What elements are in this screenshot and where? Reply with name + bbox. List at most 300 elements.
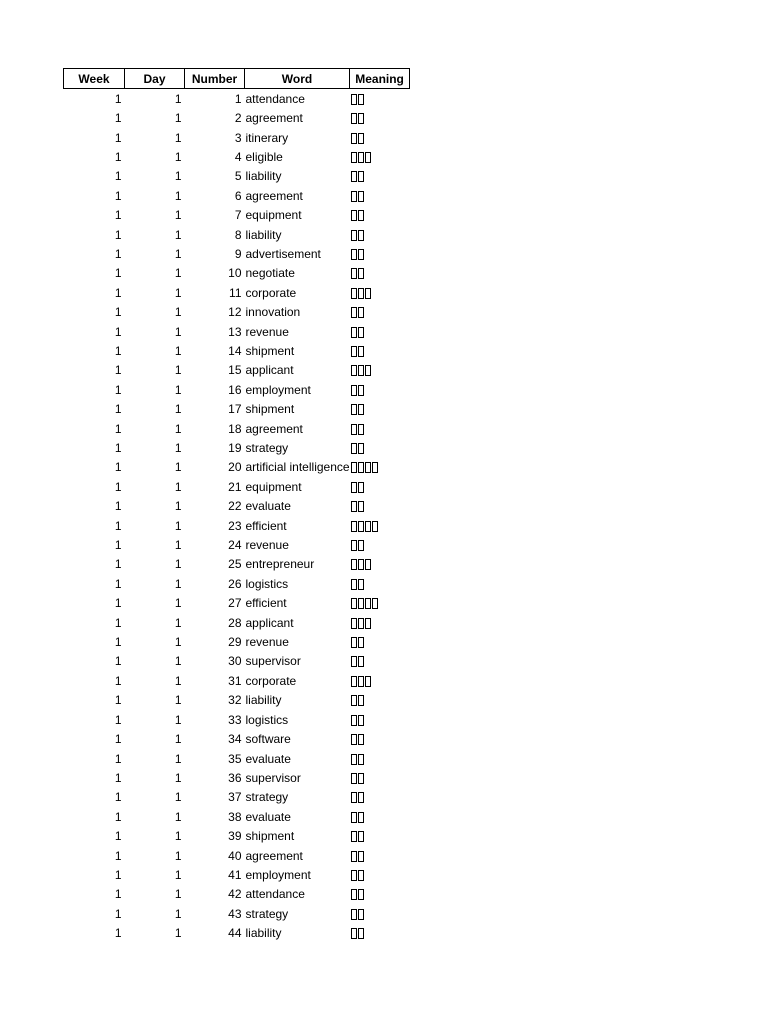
missing-glyph-icon bbox=[351, 676, 357, 687]
cell-meaning bbox=[350, 244, 410, 263]
cell-week: 1 bbox=[114, 751, 122, 766]
cell-week: 1 bbox=[114, 635, 122, 650]
table-row bbox=[64, 535, 410, 554]
missing-glyph-icon bbox=[351, 249, 357, 260]
cell-number: 30 bbox=[228, 654, 242, 669]
cell-word: advertisement bbox=[245, 246, 321, 261]
cell-day: 1 bbox=[174, 285, 182, 300]
missing-glyph-icon bbox=[351, 792, 357, 803]
missing-glyph-icon bbox=[358, 288, 364, 299]
missing-glyph-icon bbox=[351, 831, 357, 842]
table-row bbox=[64, 361, 410, 380]
missing-glyph-icon bbox=[351, 404, 357, 415]
cell-word: attendance bbox=[245, 887, 305, 902]
cell-week: 1 bbox=[114, 188, 122, 203]
cell-number: 24 bbox=[228, 538, 242, 553]
cell-meaning bbox=[350, 555, 410, 574]
cell-meaning bbox=[350, 710, 410, 729]
header-row bbox=[64, 69, 410, 89]
missing-glyph-icon bbox=[351, 327, 357, 338]
cell-number: 6 bbox=[234, 188, 242, 203]
cell-meaning bbox=[350, 167, 410, 186]
cell-word: evaluate bbox=[245, 499, 291, 514]
cell-number: 13 bbox=[228, 324, 242, 339]
missing-glyph-icon bbox=[351, 559, 357, 570]
cell-meaning bbox=[350, 186, 410, 205]
cell-number: 14 bbox=[228, 343, 242, 358]
missing-glyph-icon bbox=[351, 113, 357, 124]
cell-word: revenue bbox=[245, 538, 289, 553]
missing-glyph-icon bbox=[358, 579, 364, 590]
cell-day: 1 bbox=[174, 654, 182, 669]
table-row bbox=[64, 458, 410, 477]
missing-glyph-icon bbox=[358, 812, 364, 823]
cell-meaning bbox=[350, 380, 410, 399]
missing-glyph-icon bbox=[358, 113, 364, 124]
cell-word: applicant bbox=[245, 363, 294, 378]
table-row bbox=[64, 302, 410, 321]
cell-day: 1 bbox=[174, 111, 182, 126]
cell-number: 12 bbox=[228, 305, 242, 320]
header-number: Number bbox=[185, 69, 245, 89]
cell-meaning bbox=[350, 147, 410, 166]
missing-glyph-icon bbox=[358, 754, 364, 765]
cell-day: 1 bbox=[174, 809, 182, 824]
cell-number: 41 bbox=[228, 867, 242, 882]
cell-meaning bbox=[350, 400, 410, 419]
cell-number: 26 bbox=[228, 576, 242, 591]
cell-day: 1 bbox=[174, 460, 182, 475]
cell-week: 1 bbox=[114, 790, 122, 805]
missing-glyph-icon bbox=[351, 579, 357, 590]
cell-day: 1 bbox=[174, 149, 182, 164]
table-row bbox=[64, 516, 410, 535]
cell-week: 1 bbox=[114, 576, 122, 591]
cell-meaning bbox=[350, 535, 410, 554]
cell-meaning bbox=[350, 497, 410, 516]
cell-week: 1 bbox=[114, 732, 122, 747]
cell-week: 1 bbox=[114, 111, 122, 126]
missing-glyph-icon bbox=[358, 327, 364, 338]
missing-glyph-icon bbox=[365, 365, 371, 376]
missing-glyph-icon bbox=[372, 521, 378, 532]
missing-glyph-icon bbox=[351, 482, 357, 493]
missing-glyph-icon bbox=[351, 870, 357, 881]
cell-word: agreement bbox=[245, 188, 303, 203]
cell-week: 1 bbox=[114, 615, 122, 630]
table-row bbox=[64, 904, 410, 923]
cell-meaning bbox=[350, 923, 410, 942]
cell-number: 36 bbox=[228, 770, 242, 785]
cell-meaning bbox=[350, 458, 410, 477]
missing-glyph-icon bbox=[365, 618, 371, 629]
table-row bbox=[64, 710, 410, 729]
missing-glyph-icon bbox=[351, 152, 357, 163]
missing-glyph-icon bbox=[351, 734, 357, 745]
cell-day: 1 bbox=[174, 538, 182, 553]
table-row bbox=[64, 205, 410, 224]
missing-glyph-icon bbox=[358, 152, 364, 163]
missing-glyph-icon bbox=[351, 94, 357, 105]
cell-meaning bbox=[350, 632, 410, 651]
table-row bbox=[64, 885, 410, 904]
cell-week: 1 bbox=[114, 382, 122, 397]
missing-glyph-icon bbox=[351, 307, 357, 318]
cell-day: 1 bbox=[174, 208, 182, 223]
cell-word: strategy bbox=[245, 790, 289, 805]
cell-word: agreement bbox=[245, 421, 303, 436]
missing-glyph-icon bbox=[365, 288, 371, 299]
missing-glyph-icon bbox=[358, 501, 364, 512]
cell-word: strategy bbox=[245, 441, 289, 456]
cell-word: corporate bbox=[245, 285, 297, 300]
cell-word: revenue bbox=[245, 324, 289, 339]
table-row bbox=[64, 264, 410, 283]
table-row bbox=[64, 594, 410, 613]
table-row bbox=[64, 923, 410, 942]
cell-number: 11 bbox=[229, 285, 242, 300]
missing-glyph-icon bbox=[358, 404, 364, 415]
cell-day: 1 bbox=[174, 441, 182, 456]
cell-meaning bbox=[350, 807, 410, 826]
cell-number: 28 bbox=[228, 615, 242, 630]
cell-number: 8 bbox=[234, 227, 242, 242]
cell-week: 1 bbox=[114, 867, 122, 882]
cell-word: shipment bbox=[245, 829, 295, 844]
cell-week: 1 bbox=[114, 460, 122, 475]
cell-day: 1 bbox=[174, 246, 182, 261]
cell-number: 33 bbox=[228, 712, 242, 727]
cell-week: 1 bbox=[114, 246, 122, 261]
table-row bbox=[64, 691, 410, 710]
cell-number: 3 bbox=[234, 130, 242, 145]
cell-week: 1 bbox=[114, 91, 122, 106]
cell-day: 1 bbox=[174, 635, 182, 650]
cell-number: 18 bbox=[228, 421, 242, 436]
table-row bbox=[64, 555, 410, 574]
header-meaning: Meaning bbox=[350, 69, 410, 89]
missing-glyph-icon bbox=[358, 443, 364, 454]
cell-week: 1 bbox=[114, 266, 122, 281]
cell-word: liability bbox=[245, 227, 282, 242]
cell-meaning bbox=[350, 788, 410, 807]
table-row bbox=[64, 497, 410, 516]
cell-week: 1 bbox=[114, 421, 122, 436]
cell-word: entrepreneur bbox=[245, 557, 315, 572]
cell-meaning bbox=[350, 361, 410, 380]
cell-week: 1 bbox=[114, 441, 122, 456]
cell-word: liability bbox=[245, 693, 282, 708]
cell-number: 10 bbox=[228, 266, 242, 281]
missing-glyph-icon bbox=[351, 656, 357, 667]
cell-meaning bbox=[350, 205, 410, 224]
table-row bbox=[64, 244, 410, 263]
cell-word: corporate bbox=[245, 673, 297, 688]
missing-glyph-icon bbox=[351, 695, 357, 706]
missing-glyph-icon bbox=[358, 598, 364, 609]
cell-week: 1 bbox=[114, 654, 122, 669]
missing-glyph-icon bbox=[365, 598, 371, 609]
missing-glyph-icon bbox=[358, 94, 364, 105]
missing-glyph-icon bbox=[358, 656, 364, 667]
cell-week: 1 bbox=[114, 906, 122, 921]
cell-meaning bbox=[350, 225, 410, 244]
cell-day: 1 bbox=[174, 363, 182, 378]
missing-glyph-icon bbox=[351, 598, 357, 609]
cell-word: itinerary bbox=[245, 130, 289, 145]
cell-meaning bbox=[350, 729, 410, 748]
cell-number: 15 bbox=[228, 363, 242, 378]
missing-glyph-icon bbox=[351, 171, 357, 182]
missing-glyph-icon bbox=[351, 715, 357, 726]
table-row bbox=[64, 729, 410, 748]
missing-glyph-icon bbox=[358, 559, 364, 570]
table-row bbox=[64, 613, 410, 632]
cell-word: eligible bbox=[245, 149, 283, 164]
missing-glyph-icon bbox=[365, 521, 371, 532]
cell-number: 31 bbox=[228, 673, 242, 688]
cell-number: 37 bbox=[228, 790, 242, 805]
missing-glyph-icon bbox=[358, 210, 364, 221]
missing-glyph-icon bbox=[351, 618, 357, 629]
cell-meaning bbox=[350, 846, 410, 865]
cell-meaning bbox=[350, 477, 410, 496]
cell-week: 1 bbox=[114, 169, 122, 184]
header-week: Week bbox=[64, 69, 125, 89]
missing-glyph-icon bbox=[358, 889, 364, 900]
missing-glyph-icon bbox=[351, 812, 357, 823]
missing-glyph-icon bbox=[351, 462, 357, 473]
cell-word: liability bbox=[245, 169, 282, 184]
missing-glyph-icon bbox=[358, 715, 364, 726]
missing-glyph-icon bbox=[358, 249, 364, 260]
cell-week: 1 bbox=[114, 499, 122, 514]
missing-glyph-icon bbox=[358, 133, 364, 144]
missing-glyph-icon bbox=[351, 365, 357, 376]
cell-week: 1 bbox=[114, 130, 122, 145]
missing-glyph-icon bbox=[358, 540, 364, 551]
cell-number: 19 bbox=[228, 441, 242, 456]
table-row bbox=[64, 167, 410, 186]
cell-meaning bbox=[350, 652, 410, 671]
missing-glyph-icon bbox=[365, 152, 371, 163]
cell-week: 1 bbox=[114, 829, 122, 844]
cell-day: 1 bbox=[174, 712, 182, 727]
cell-day: 1 bbox=[174, 848, 182, 863]
cell-week: 1 bbox=[114, 712, 122, 727]
cell-meaning bbox=[350, 613, 410, 632]
table-row bbox=[64, 477, 410, 496]
cell-word: artificial intelligence bbox=[245, 460, 350, 475]
cell-day: 1 bbox=[174, 343, 182, 358]
table-row bbox=[64, 788, 410, 807]
table-row bbox=[64, 341, 410, 360]
cell-day: 1 bbox=[174, 266, 182, 281]
cell-meaning bbox=[350, 283, 410, 302]
cell-day: 1 bbox=[174, 130, 182, 145]
cell-number: 44 bbox=[228, 926, 242, 941]
cell-week: 1 bbox=[114, 596, 122, 611]
cell-meaning bbox=[350, 264, 410, 283]
missing-glyph-icon bbox=[351, 346, 357, 357]
cell-meaning bbox=[350, 749, 410, 768]
table-row bbox=[64, 846, 410, 865]
cell-word: employment bbox=[245, 382, 311, 397]
table-row bbox=[64, 419, 410, 438]
cell-number: 43 bbox=[228, 906, 242, 921]
cell-day: 1 bbox=[174, 751, 182, 766]
cell-word: efficient bbox=[245, 596, 287, 611]
cell-meaning bbox=[350, 438, 410, 457]
cell-number: 38 bbox=[228, 809, 242, 824]
cell-word: logistics bbox=[245, 712, 289, 727]
cell-number: 5 bbox=[234, 169, 242, 184]
missing-glyph-icon bbox=[358, 385, 364, 396]
cell-number: 16 bbox=[228, 382, 242, 397]
table-row bbox=[64, 807, 410, 826]
cell-word: supervisor bbox=[245, 770, 301, 785]
cell-number: 7 bbox=[234, 208, 242, 223]
table-row bbox=[64, 283, 410, 302]
missing-glyph-icon bbox=[358, 928, 364, 939]
missing-glyph-icon bbox=[351, 909, 357, 920]
missing-glyph-icon bbox=[351, 210, 357, 221]
cell-word: employment bbox=[245, 867, 311, 882]
missing-glyph-icon bbox=[351, 773, 357, 784]
cell-meaning bbox=[350, 341, 410, 360]
cell-day: 1 bbox=[174, 324, 182, 339]
missing-glyph-icon bbox=[351, 501, 357, 512]
cell-number: 2 bbox=[234, 111, 242, 126]
missing-glyph-icon bbox=[358, 676, 364, 687]
cell-meaning bbox=[350, 904, 410, 923]
cell-word: strategy bbox=[245, 906, 289, 921]
missing-glyph-icon bbox=[358, 424, 364, 435]
table-row bbox=[64, 225, 410, 244]
cell-week: 1 bbox=[114, 285, 122, 300]
cell-number: 20 bbox=[228, 460, 242, 475]
cell-meaning bbox=[350, 885, 410, 904]
cell-week: 1 bbox=[114, 887, 122, 902]
cell-week: 1 bbox=[114, 770, 122, 785]
missing-glyph-icon bbox=[358, 191, 364, 202]
cell-day: 1 bbox=[174, 829, 182, 844]
missing-glyph-icon bbox=[372, 598, 378, 609]
cell-day: 1 bbox=[174, 887, 182, 902]
cell-day: 1 bbox=[174, 169, 182, 184]
missing-glyph-icon bbox=[358, 851, 364, 862]
cell-week: 1 bbox=[114, 693, 122, 708]
table-row bbox=[64, 438, 410, 457]
missing-glyph-icon bbox=[351, 268, 357, 279]
cell-meaning bbox=[350, 594, 410, 613]
missing-glyph-icon bbox=[358, 230, 364, 241]
cell-day: 1 bbox=[174, 770, 182, 785]
cell-word: revenue bbox=[245, 635, 289, 650]
missing-glyph-icon bbox=[365, 676, 371, 687]
cell-day: 1 bbox=[174, 188, 182, 203]
cell-word: agreement bbox=[245, 848, 303, 863]
cell-meaning bbox=[350, 302, 410, 321]
cell-number: 39 bbox=[228, 829, 242, 844]
cell-meaning bbox=[350, 89, 410, 109]
cell-day: 1 bbox=[174, 402, 182, 417]
cell-day: 1 bbox=[174, 732, 182, 747]
cell-day: 1 bbox=[174, 421, 182, 436]
cell-week: 1 bbox=[114, 538, 122, 553]
cell-week: 1 bbox=[114, 208, 122, 223]
cell-meaning bbox=[350, 574, 410, 593]
cell-day: 1 bbox=[174, 596, 182, 611]
cell-day: 1 bbox=[174, 926, 182, 941]
table-row bbox=[64, 671, 410, 690]
cell-word: innovation bbox=[245, 305, 301, 320]
missing-glyph-icon bbox=[358, 482, 364, 493]
table-row bbox=[64, 147, 410, 166]
cell-day: 1 bbox=[174, 305, 182, 320]
missing-glyph-icon bbox=[351, 928, 357, 939]
missing-glyph-icon bbox=[358, 637, 364, 648]
missing-glyph-icon bbox=[351, 443, 357, 454]
missing-glyph-icon bbox=[351, 637, 357, 648]
cell-meaning bbox=[350, 108, 410, 127]
cell-word: attendance bbox=[245, 91, 305, 106]
cell-day: 1 bbox=[174, 693, 182, 708]
cell-week: 1 bbox=[114, 324, 122, 339]
missing-glyph-icon bbox=[351, 191, 357, 202]
cell-number: 42 bbox=[228, 887, 242, 902]
cell-meaning bbox=[350, 768, 410, 787]
missing-glyph-icon bbox=[358, 521, 364, 532]
table-row bbox=[64, 380, 410, 399]
missing-glyph-icon bbox=[365, 462, 371, 473]
cell-week: 1 bbox=[114, 149, 122, 164]
cell-number: 17 bbox=[228, 402, 242, 417]
cell-day: 1 bbox=[174, 382, 182, 397]
cell-week: 1 bbox=[114, 305, 122, 320]
cell-week: 1 bbox=[114, 809, 122, 824]
cell-week: 1 bbox=[114, 227, 122, 242]
missing-glyph-icon bbox=[358, 831, 364, 842]
cell-meaning bbox=[350, 826, 410, 845]
cell-day: 1 bbox=[174, 867, 182, 882]
cell-number: 21 bbox=[228, 479, 242, 494]
missing-glyph-icon bbox=[351, 424, 357, 435]
cell-number: 25 bbox=[228, 557, 242, 572]
table-row bbox=[64, 574, 410, 593]
cell-week: 1 bbox=[114, 363, 122, 378]
cell-week: 1 bbox=[114, 479, 122, 494]
cell-day: 1 bbox=[174, 499, 182, 514]
cell-number: 4 bbox=[234, 149, 242, 164]
cell-day: 1 bbox=[174, 906, 182, 921]
missing-glyph-icon bbox=[358, 171, 364, 182]
missing-glyph-icon bbox=[351, 540, 357, 551]
table-row bbox=[64, 768, 410, 787]
missing-glyph-icon bbox=[351, 230, 357, 241]
cell-meaning bbox=[350, 128, 410, 147]
cell-number: 35 bbox=[228, 751, 242, 766]
cell-day: 1 bbox=[174, 576, 182, 591]
table-row bbox=[64, 749, 410, 768]
cell-day: 1 bbox=[174, 673, 182, 688]
cell-number: 1 bbox=[234, 91, 242, 106]
table-row bbox=[64, 108, 410, 127]
cell-week: 1 bbox=[114, 557, 122, 572]
cell-week: 1 bbox=[114, 673, 122, 688]
cell-word: evaluate bbox=[245, 751, 291, 766]
cell-week: 1 bbox=[114, 926, 122, 941]
